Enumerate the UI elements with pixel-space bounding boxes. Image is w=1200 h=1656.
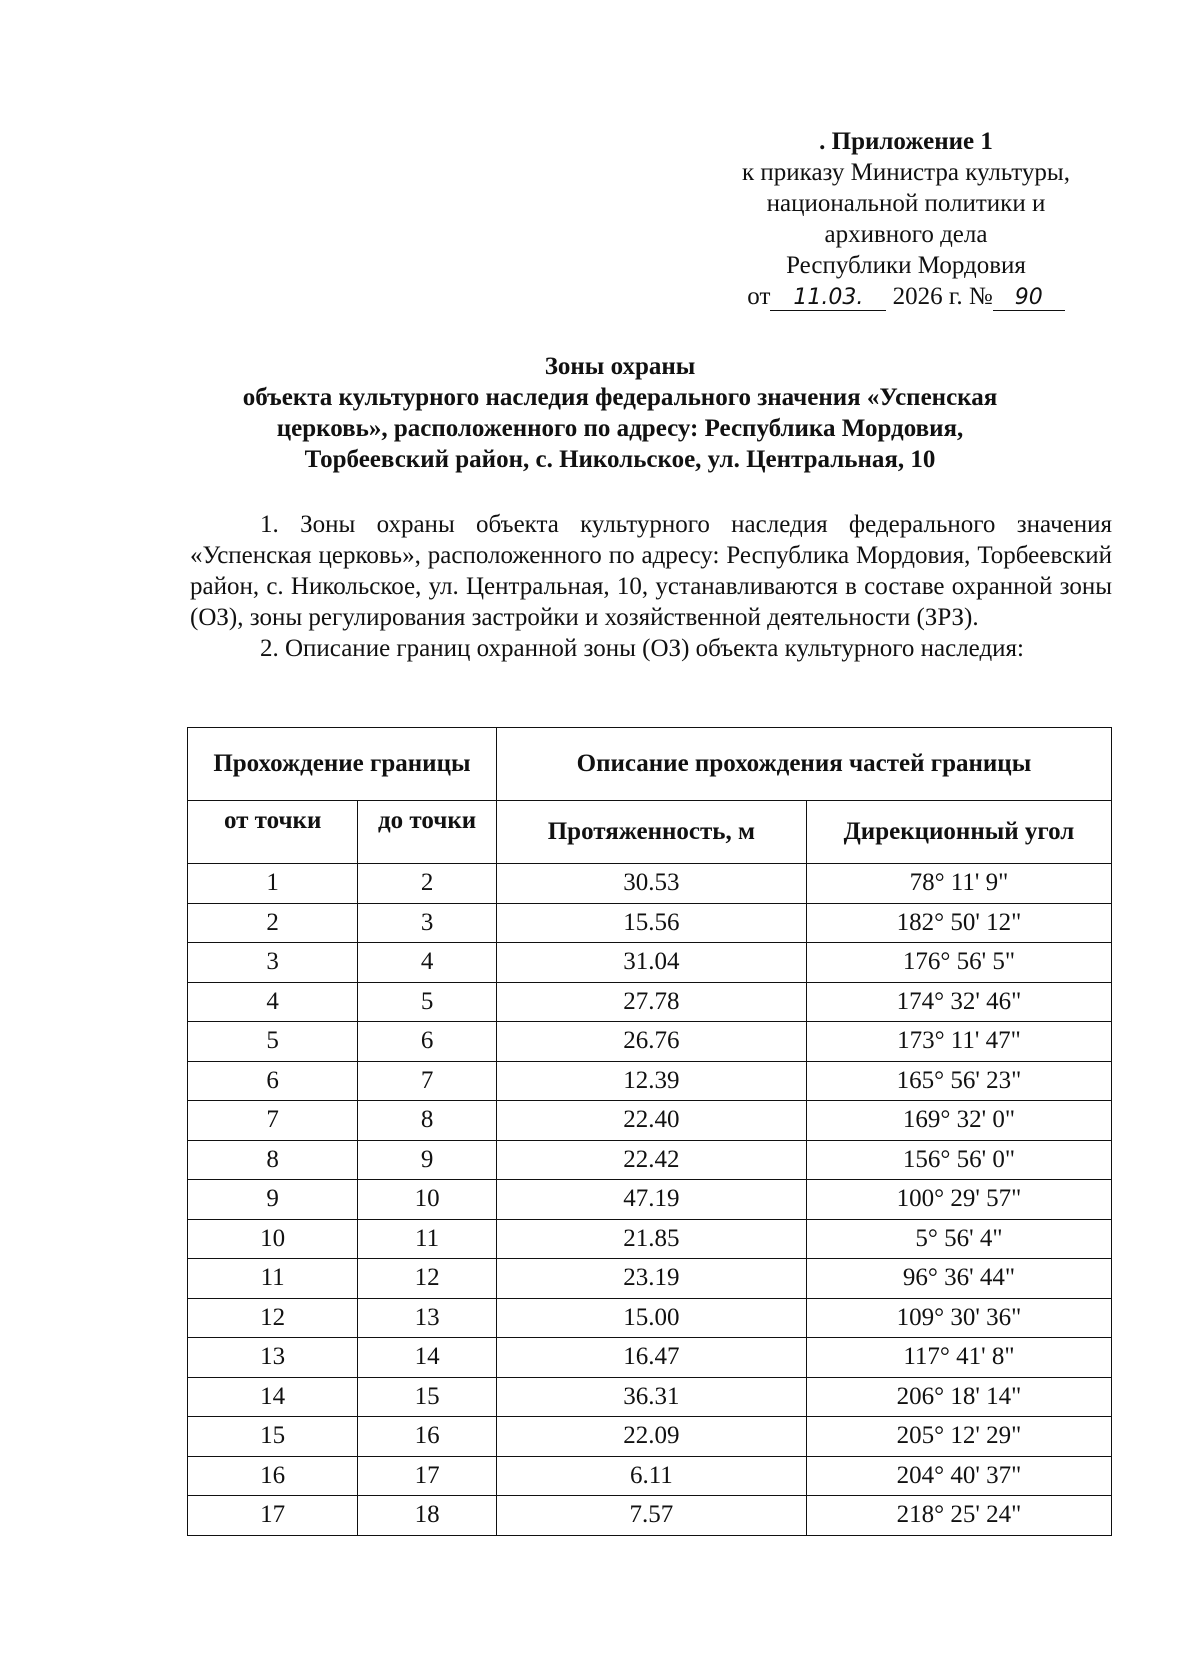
cell-length: 30.53	[496, 864, 806, 904]
cell-to-point: 10	[358, 1180, 497, 1220]
table-row	[188, 864, 1112, 904]
cell-direction-angle: 218° 25' 24"	[806, 1496, 1111, 1536]
cell-from-point: 9	[188, 1180, 358, 1220]
cell-to-point: 13	[358, 1298, 497, 1338]
table-row	[188, 1061, 1112, 1101]
cell-direction-angle: 156° 56' 0"	[806, 1140, 1111, 1180]
cell-direction-angle: 78° 11' 9"	[806, 864, 1111, 904]
cell-direction-angle: 117° 41' 8"	[806, 1338, 1111, 1378]
cell-length: 22.40	[496, 1101, 806, 1141]
cell-to-point: 6	[358, 1022, 497, 1062]
cell-length: 6.11	[496, 1456, 806, 1496]
cell-direction-angle: 100° 29' 57"	[806, 1180, 1111, 1220]
cell-length: 15.56	[496, 903, 806, 943]
table-row	[188, 1456, 1112, 1496]
header-direction-angle: Дирекционный угол	[806, 801, 1111, 864]
cell-length: 7.57	[496, 1496, 806, 1536]
cell-length: 21.85	[496, 1219, 806, 1259]
cell-from-point: 4	[188, 982, 358, 1022]
appendix-line: архивного дела	[824, 221, 988, 248]
cell-to-point: 17	[358, 1456, 497, 1496]
appendix-line: национальной политики и	[766, 190, 1046, 217]
order-date-handwritten: 11.03.	[770, 286, 886, 311]
cell-length: 26.76	[496, 1022, 806, 1062]
cell-direction-angle: 204° 40' 37"	[806, 1456, 1111, 1496]
cell-direction-angle: 109° 30' 36"	[806, 1298, 1111, 1338]
table-row	[188, 943, 1112, 983]
cell-to-point: 2	[358, 864, 497, 904]
table-row	[188, 1259, 1112, 1299]
cell-to-point: 18	[358, 1496, 497, 1536]
cell-length: 16.47	[496, 1338, 806, 1378]
appendix-line: к приказу Министра культуры,	[742, 159, 1070, 186]
document-body	[190, 509, 1112, 664]
cell-from-point: 8	[188, 1140, 358, 1180]
table-row	[188, 1496, 1112, 1536]
cell-to-point: 4	[358, 943, 497, 983]
cell-to-point: 9	[358, 1140, 497, 1180]
cell-from-point: 2	[188, 903, 358, 943]
header-from-point: от точки	[188, 801, 358, 864]
paragraph-1: 1. Зоны охраны объекта культурного наследия федерального значения «Успенская церковь», расположенного по адресу: Республика Мордовия, Торбеевский район, с. Никольское, ул. Центральная, 10, устанавливаются в составе охранной зоны (ОЗ), зоны регулирования застройки и хозяйственной деятельности (ЗРЗ).	[190, 511, 1112, 631]
cell-direction-angle: 174° 32' 46"	[806, 982, 1111, 1022]
cell-direction-angle: 182° 50' 12"	[806, 903, 1111, 943]
title-line: церковь», расположенного по адресу: Республика Мордовия,	[276, 415, 964, 442]
title-line: Торбеевский район, с. Никольское, ул. Центральная, 10	[304, 446, 936, 473]
cell-from-point: 7	[188, 1101, 358, 1141]
table-body	[188, 864, 1112, 1536]
cell-from-point: 12	[188, 1298, 358, 1338]
appendix-line: Республики Мордовия	[786, 252, 1026, 279]
cell-from-point: 1	[188, 864, 358, 904]
cell-length: 22.09	[496, 1417, 806, 1457]
table-row	[188, 982, 1112, 1022]
cell-to-point: 11	[358, 1219, 497, 1259]
cell-to-point: 5	[358, 982, 497, 1022]
boundary-table	[187, 727, 1112, 1536]
document-title	[160, 351, 1080, 475]
order-year: 2026 г. №	[892, 283, 993, 310]
table-row	[188, 1180, 1112, 1220]
cell-from-point: 13	[188, 1338, 358, 1378]
cell-from-point: 6	[188, 1061, 358, 1101]
table-row	[188, 1219, 1112, 1259]
cell-from-point: 16	[188, 1456, 358, 1496]
header-to-point: до точки	[358, 801, 497, 864]
table-row	[188, 1377, 1112, 1417]
cell-length: 12.39	[496, 1061, 806, 1101]
cell-length: 27.78	[496, 982, 806, 1022]
cell-to-point: 14	[358, 1338, 497, 1378]
cell-length: 47.19	[496, 1180, 806, 1220]
cell-from-point: 17	[188, 1496, 358, 1536]
cell-length: 22.42	[496, 1140, 806, 1180]
cell-to-point: 16	[358, 1417, 497, 1457]
cell-direction-angle: 5° 56' 4"	[806, 1219, 1111, 1259]
cell-from-point: 10	[188, 1219, 358, 1259]
cell-from-point: 15	[188, 1417, 358, 1457]
header-length: Протяженность, м	[496, 801, 806, 864]
title-line: Зоны охраны	[544, 353, 696, 380]
cell-direction-angle: 176° 56' 5"	[806, 943, 1111, 983]
cell-to-point: 7	[358, 1061, 497, 1101]
title-line: объекта культурного наследия федерального значения «Успенская	[242, 384, 998, 411]
header-boundary-passage: Прохождение границы	[188, 728, 497, 801]
paragraph-2: 2. Описание границ охранной зоны (ОЗ) объекта культурного наследия:	[260, 635, 1024, 662]
header-boundary-description: Описание прохождения частей границы	[496, 728, 1111, 801]
cell-length: 23.19	[496, 1259, 806, 1299]
table-row	[188, 1022, 1112, 1062]
cell-direction-angle: 206° 18' 14"	[806, 1377, 1111, 1417]
cell-to-point: 8	[358, 1101, 497, 1141]
cell-direction-angle: 96° 36' 44"	[806, 1259, 1111, 1299]
cell-from-point: 11	[188, 1259, 358, 1299]
cell-length: 36.31	[496, 1377, 806, 1417]
cell-from-point: 14	[188, 1377, 358, 1417]
table-row	[188, 1417, 1112, 1457]
table-row	[188, 1338, 1112, 1378]
cell-from-point: 5	[188, 1022, 358, 1062]
cell-from-point: 3	[188, 943, 358, 983]
cell-direction-angle: 205° 12' 29"	[806, 1417, 1111, 1457]
order-number-handwritten: 90	[993, 286, 1065, 311]
table-row	[188, 1140, 1112, 1180]
table-row	[188, 903, 1112, 943]
cell-to-point: 12	[358, 1259, 497, 1299]
cell-direction-angle: 165° 56' 23"	[806, 1061, 1111, 1101]
cell-to-point: 3	[358, 903, 497, 943]
table-row	[188, 1101, 1112, 1141]
cell-to-point: 15	[358, 1377, 497, 1417]
appendix-title: . Приложение 1	[819, 128, 993, 155]
order-prefix: от	[747, 283, 771, 310]
cell-direction-angle: 169° 32' 0"	[806, 1101, 1111, 1141]
appendix-block	[700, 126, 1112, 312]
cell-length: 31.04	[496, 943, 806, 983]
cell-length: 15.00	[496, 1298, 806, 1338]
cell-direction-angle: 173° 11' 47"	[806, 1022, 1111, 1062]
table-row	[188, 1298, 1112, 1338]
order-line	[700, 281, 1112, 312]
